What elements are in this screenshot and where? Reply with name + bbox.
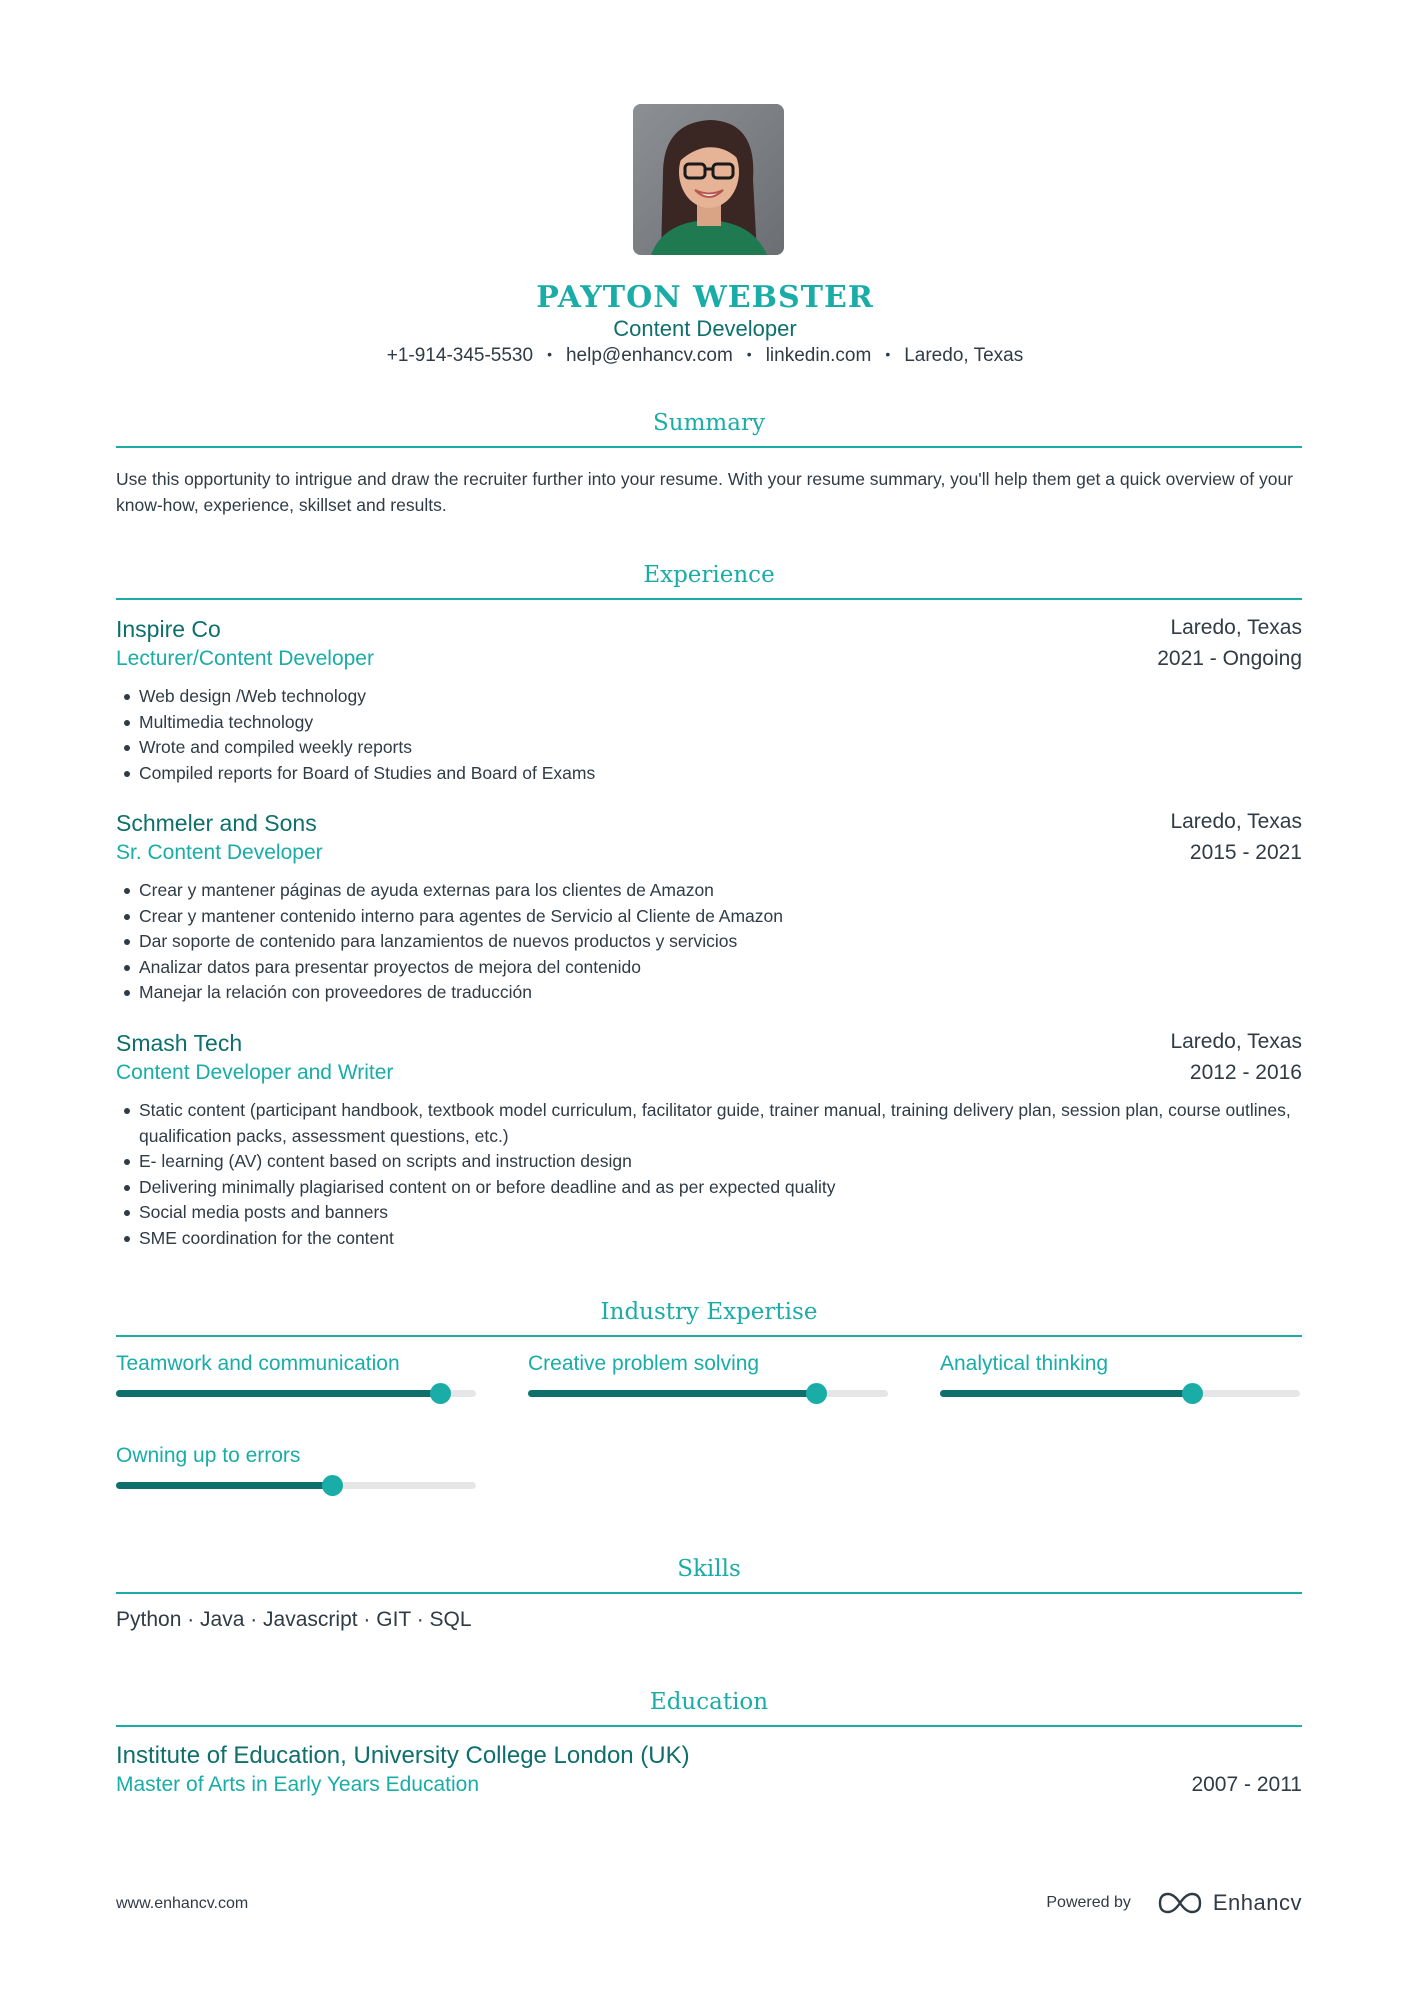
- skills-heading: Skills: [116, 1556, 1302, 1594]
- candidate-title: Content Developer: [613, 316, 797, 341]
- job-bullet: Multimedia technology: [116, 710, 1302, 736]
- job-bullets: [116, 878, 1302, 1006]
- expertise-track: [116, 1390, 476, 1397]
- expertise-item: [940, 1352, 1300, 1397]
- skills-list: Python · Java · Javascript · GIT · SQL: [116, 1608, 472, 1631]
- contact-linkedin[interactable]: linkedin.com: [765, 345, 872, 366]
- job-bullets: [116, 1098, 1302, 1252]
- expertise-label: Teamwork and communication: [116, 1352, 400, 1375]
- job-bullet: SME coordination for the content: [116, 1226, 1302, 1252]
- footer-branding: [1046, 1888, 1302, 1918]
- job-company: Inspire Co: [116, 616, 221, 642]
- expertise-track: [940, 1390, 1300, 1397]
- enhancv-logo-icon: [1157, 1890, 1203, 1916]
- expertise-knob: [1182, 1383, 1203, 1404]
- expertise-label: Analytical thinking: [940, 1352, 1109, 1375]
- job-location: Laredo, Texas: [1170, 616, 1302, 639]
- expertise-fill: [116, 1482, 332, 1489]
- job-company: Schmeler and Sons: [116, 810, 317, 836]
- job-entry: [116, 1030, 1302, 1252]
- job-dates: 2021 - Ongoing: [1157, 647, 1302, 670]
- education-school: Institute of Education, University College London (UK): [116, 1742, 690, 1769]
- summary-text: Use this opportunity to intrigue and draw the recruiter further into your resume. With your resume summary, you'll help them get a quick overview of your know-how, experience, skillset and results.: [116, 469, 1294, 515]
- job-location: Laredo, Texas: [1170, 1030, 1302, 1053]
- profile-photo: [633, 104, 784, 255]
- job-bullet: Crear y mantener contenido interno para agentes de Servicio al Cliente de Amazon: [116, 904, 1302, 930]
- job-bullet: Social media posts and banners: [116, 1200, 1302, 1226]
- contact-separator: •: [885, 346, 891, 362]
- expertise-item: [116, 1352, 476, 1397]
- expertise-item: [528, 1352, 888, 1397]
- job-bullet: Delivering minimally plagiarised content on or before deadline and as per expected quality: [116, 1175, 1302, 1201]
- footer-website[interactable]: www.enhancv.com: [116, 1895, 249, 1912]
- job-role: Sr. Content Developer: [116, 841, 323, 864]
- expertise-label: Owning up to errors: [116, 1444, 301, 1467]
- job-bullet: Analizar datos para presentar proyectos de mejora del contenido: [116, 955, 1302, 981]
- job-bullet: E- learning (AV) content based on scripts and instruction design: [116, 1149, 1302, 1175]
- job-role: Lecturer/Content Developer: [116, 647, 374, 670]
- job-entry: [116, 616, 1302, 786]
- profile-portrait-image: [633, 104, 784, 255]
- job-dates: 2012 - 2016: [1189, 1061, 1302, 1084]
- expertise-knob: [430, 1383, 451, 1404]
- education-degree: Master of Arts in Early Years Education: [116, 1773, 480, 1796]
- contact-phone: +1-914-345-5530: [386, 345, 534, 366]
- contact-location: Laredo, Texas: [904, 345, 1024, 366]
- brand-name: Enhancv: [1212, 1890, 1302, 1915]
- job-bullet: Crear y mantener páginas de ayuda externas para los clientes de Amazon: [116, 878, 1302, 904]
- experience-heading: Experience: [116, 562, 1302, 600]
- job-bullet: Static content (participant handbook, textbook model curriculum, facilitator guide, trainer manual, training delivery plan, session plan, course outlines, qualification packs, assessment questions, etc.): [116, 1098, 1302, 1149]
- job-bullet: Web design /Web technology: [116, 684, 1302, 710]
- job-bullet: Compiled reports for Board of Studies and Board of Exams: [116, 761, 1302, 787]
- job-role: Content Developer and Writer: [116, 1061, 394, 1084]
- summary-heading: Summary: [116, 410, 1302, 448]
- job-bullet: Dar soporte de contenido para lanzamientos de nuevos productos y servicios: [116, 929, 1302, 955]
- contact-line: [0, 345, 1410, 367]
- expertise-heading: Industry Expertise: [116, 1299, 1302, 1337]
- expertise-track: [528, 1390, 888, 1397]
- expertise-knob: [322, 1475, 343, 1496]
- job-company: Smash Tech: [116, 1030, 243, 1056]
- expertise-item: [116, 1444, 476, 1489]
- contact-separator: •: [746, 346, 752, 362]
- expertise-track: [116, 1482, 476, 1489]
- job-bullet: Wrote and compiled weekly reports: [116, 735, 1302, 761]
- expertise-fill: [940, 1390, 1192, 1397]
- expertise-label: Creative problem solving: [528, 1352, 760, 1375]
- education-heading: Education: [116, 1689, 1302, 1727]
- candidate-name: PAYTON WEBSTER: [536, 280, 874, 315]
- contact-separator: •: [547, 346, 552, 362]
- contact-email[interactable]: help@enhancv.com: [565, 345, 733, 366]
- job-location: Laredo, Texas: [1170, 810, 1302, 833]
- job-bullets: [116, 684, 1302, 786]
- education-dates: 2007 - 2011: [1191, 1773, 1302, 1796]
- powered-by-label: Powered by: [1046, 1894, 1131, 1911]
- expertise-knob: [806, 1383, 827, 1404]
- expertise-fill: [116, 1390, 440, 1397]
- job-dates: 2015 - 2021: [1189, 841, 1302, 864]
- expertise-fill: [528, 1390, 816, 1397]
- job-entry: [116, 810, 1302, 1006]
- job-bullet: Manejar la relación con proveedores de traducción: [116, 980, 1302, 1006]
